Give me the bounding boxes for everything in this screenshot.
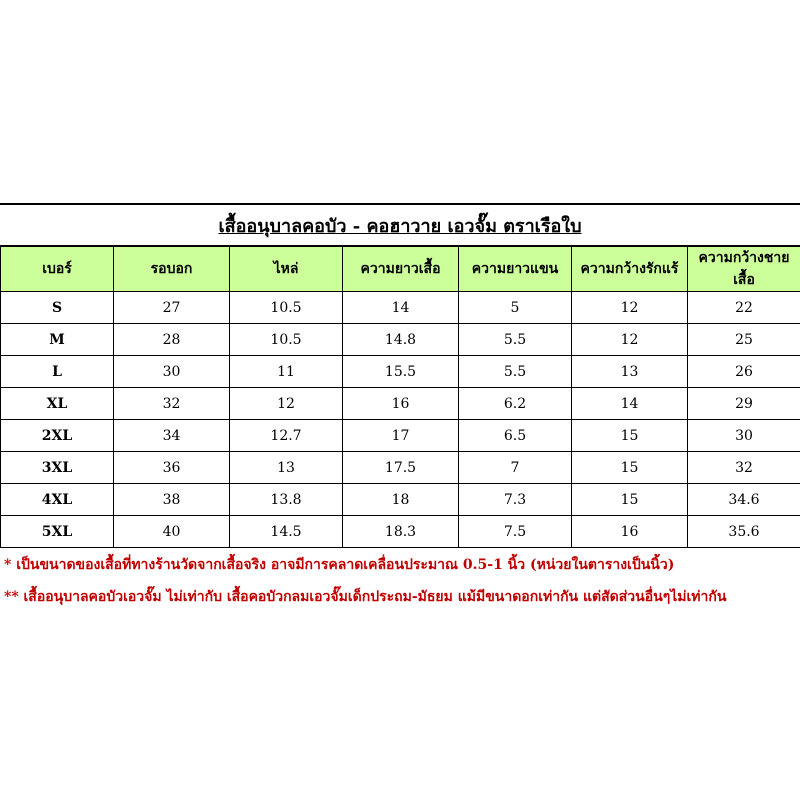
cell-sleeve-length: 6.5 — [459, 420, 572, 452]
cell-size: 3XL — [1, 452, 114, 484]
cell-shoulder: 13 — [230, 452, 343, 484]
cell-size: S — [1, 292, 114, 324]
cell-shoulder: 11 — [230, 356, 343, 388]
cell-chest: 32 — [114, 388, 230, 420]
table-row — [1, 484, 800, 516]
cell-hem-width: 25 — [688, 324, 800, 356]
header-chest: รอบอก — [114, 247, 230, 292]
cell-sleeve-length: 6.2 — [459, 388, 572, 420]
cell-armpit-width: 16 — [572, 516, 688, 548]
header-shirt-length: ความยาวเสื้อ — [343, 247, 459, 292]
header-sleeve-length: ความยาวแขน — [459, 247, 572, 292]
cell-shirt-length: 14.8 — [343, 324, 459, 356]
header-armpit-width: ความกว้างรักแร้ — [572, 247, 688, 292]
cell-shoulder: 12.7 — [230, 420, 343, 452]
cell-sleeve-length: 5.5 — [459, 356, 572, 388]
cell-hem-width: 29 — [688, 388, 800, 420]
cell-hem-width: 26 — [688, 356, 800, 388]
cell-armpit-width: 15 — [572, 484, 688, 516]
cell-armpit-width: 15 — [572, 452, 688, 484]
cell-chest: 30 — [114, 356, 230, 388]
cell-chest: 28 — [114, 324, 230, 356]
cell-size: XL — [1, 388, 114, 420]
cell-size: 2XL — [1, 420, 114, 452]
cell-shirt-length: 17.5 — [343, 452, 459, 484]
table-row — [1, 356, 800, 388]
table-row — [1, 452, 800, 484]
cell-hem-width: 34.6 — [688, 484, 800, 516]
size-chart — [0, 203, 800, 606]
cell-sleeve-length: 7.3 — [459, 484, 572, 516]
cell-chest: 34 — [114, 420, 230, 452]
cell-chest: 36 — [114, 452, 230, 484]
cell-shirt-length: 18.3 — [343, 516, 459, 548]
size-table — [0, 246, 800, 548]
cell-armpit-width: 13 — [572, 356, 688, 388]
cell-armpit-width: 12 — [572, 324, 688, 356]
table-row — [1, 420, 800, 452]
cell-chest: 40 — [114, 516, 230, 548]
notes — [0, 556, 800, 606]
cell-hem-width: 30 — [688, 420, 800, 452]
header-hem-width: ความกว้างชายเสื้อ — [688, 247, 800, 292]
cell-hem-width: 32 — [688, 452, 800, 484]
cell-shoulder: 12 — [230, 388, 343, 420]
cell-shoulder: 10.5 — [230, 324, 343, 356]
cell-chest: 27 — [114, 292, 230, 324]
cell-armpit-width: 14 — [572, 388, 688, 420]
cell-shoulder: 13.8 — [230, 484, 343, 516]
cell-hem-width: 35.6 — [688, 516, 800, 548]
cell-armpit-width: 12 — [572, 292, 688, 324]
cell-sleeve-length: 7 — [459, 452, 572, 484]
chart-title: เสื้ออนุบาลคอบัว - คอฮาวาย เอวจั๊ม ตราเรือใบ — [0, 203, 800, 246]
table-row — [1, 388, 800, 420]
cell-size: 4XL — [1, 484, 114, 516]
cell-sleeve-length: 7.5 — [459, 516, 572, 548]
cell-armpit-width: 15 — [572, 420, 688, 452]
cell-size: L — [1, 356, 114, 388]
header-shoulder: ไหล่ — [230, 247, 343, 292]
cell-shirt-length: 14 — [343, 292, 459, 324]
cell-size: 5XL — [1, 516, 114, 548]
cell-hem-width: 22 — [688, 292, 800, 324]
measurement-note: * เป็นขนาดของเสื้อที่ทางร้านวัดจากเสื้อจริง อาจมีการคลาดเคลื่อนประมาณ 0.5-1 นิ้ว (หน่วยในตารางเป็นนิ้ว) — [4, 557, 675, 573]
cell-shirt-length: 17 — [343, 420, 459, 452]
cell-shirt-length: 18 — [343, 484, 459, 516]
table-row — [1, 516, 800, 548]
cell-size: M — [1, 324, 114, 356]
cell-chest: 38 — [114, 484, 230, 516]
cell-shirt-length: 15.5 — [343, 356, 459, 388]
cell-shoulder: 10.5 — [230, 292, 343, 324]
cell-sleeve-length: 5 — [459, 292, 572, 324]
header-row — [1, 247, 800, 292]
cell-shoulder: 14.5 — [230, 516, 343, 548]
cell-sleeve-length: 5.5 — [459, 324, 572, 356]
proportion-note: ** เสื้ออนุบาลคอบัวเอวจั๊ม ไม่เท่ากับ เสื้อคอบัวกลมเอวจั๊มเด็กประถม-มัธยม แม้มีขนาดอกเท่ากัน แต่สัดส่วนอื่นๆไม่เท่ากัน — [4, 589, 727, 605]
table-row — [1, 324, 800, 356]
cell-shirt-length: 16 — [343, 388, 459, 420]
table-row — [1, 292, 800, 324]
header-size: เบอร์ — [1, 247, 114, 292]
